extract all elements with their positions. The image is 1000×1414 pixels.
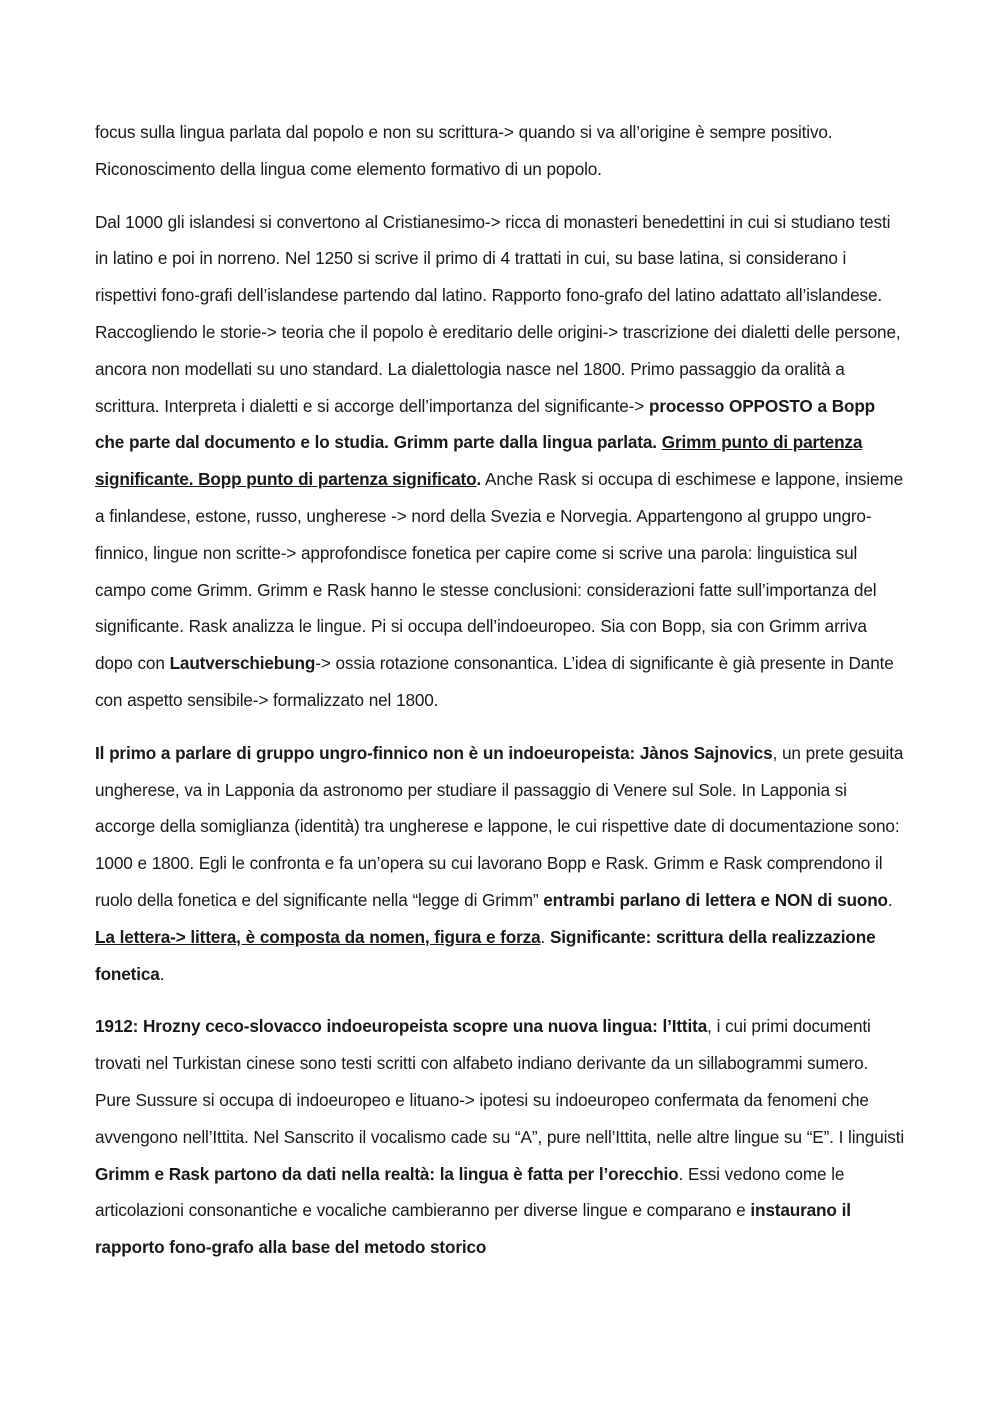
p3-underline-1: La lettera-> littera, è composta da nomen, figura e forza [95, 926, 541, 947]
p3-bold-3: Significante: scrittura della realizzazione fonetica [95, 926, 876, 984]
p2-bold-2: . [476, 469, 482, 490]
p2-bold-1: processo OPPOSTO a Bopp che parte dal documento e lo studia. Grimm parte dalla lingua parlata. [95, 395, 876, 453]
p4-text-2: . Essi vedono come le articolazioni consonantiche e vocaliche cambieranno per diverse lingue e comparano e [95, 1163, 845, 1221]
paragraph-3 [95, 735, 907, 993]
paragraph-1 [95, 114, 907, 188]
p3-text-3: . [540, 926, 550, 947]
p4-text-1: , i cui primi documenti trovati nel Turkistan cinese sono testi scritti con alfabeto indiano derivante da un sillabogrammi sumero. Pure Sussure si occupa di indoeuropeo e lituano-> ipotesi su indoeuropeo confermata da fenomeni che avvengono nell’Ittita. Nel Sanscrito il vocalismo cade su “A”, pure nell’Ittita, nelle altre lingue su “E”. I linguisti [95, 1016, 905, 1147]
p3-bold-1: Il primo a parlare di gruppo ungro-finnico non è un indoeuropeista: Jànos Sajnovics [95, 742, 773, 763]
p1-line-1: focus sulla lingua parlata dal popolo e non su scrittura-> quando si va all’origine è sempre positivo. [95, 122, 833, 142]
p3-text-1: , un prete gesuita ungherese, va in Lapponia da astronomo per studiare il passaggio di Venere sul Sole. In Lapponia si accorge della somiglianza (identità) tra ungherese e lappone, le cui rispettive date di documentazione sono: 1000 e 1800. Egli le confronta e fa un’opera su cui lavorano Bopp e Rask. Grimm e Rask comprendono il ruolo della fonetica e del significante nella “legge di Grimm” [95, 742, 904, 910]
p3-text-2: . [887, 889, 893, 910]
p2-text-3: -> ossia rotazione consonantica. L’idea di significante è già presente in Dante con aspetto sensibile-> formalizzato nel 1800. [95, 653, 894, 710]
paragraph-2 [95, 204, 907, 719]
p3-text-4: . [159, 963, 165, 984]
p2-text-2: Anche Rask si occupa di eschimese e lappone, insieme a finlandese, estone, russo, ungherese -> nord della Svezia e Norvegia. Appartengono al gruppo ungro-finnico, lingue non scritte-> approfondisce fonetica per capire come si scrive una parola: linguistica sul campo come Grimm. Grimm e Rask hanno le stesse conclusioni: considerazioni fatte sull’importanza del significante. Rask analizza le lingue. Pi si occupa dell’indoeuropeo. Sia con Bopp, sia con Grimm arriva dopo con [95, 469, 903, 674]
p1-line-2: Riconoscimento della lingua come elemento formativo di un popolo. [95, 158, 602, 179]
document-body [95, 114, 907, 1282]
p4-bold-2: Grimm e Rask partono da dati nella realtà: la lingua è fatta per l’orecchio [95, 1163, 679, 1184]
p2-bold-3: Lautverschiebung [169, 653, 316, 674]
p4-bold-1: 1912: Hrozny ceco-slovacco indoeuropeista scopre una nuova lingua: l’Ittita [95, 1016, 708, 1037]
p3-bold-2: entrambi parlano di lettera e NON di suono [543, 889, 888, 910]
p4-bold-3: instaurano il rapporto fono-grafo alla base del metodo storico [95, 1200, 851, 1258]
p2-underline-1: Grimm punto di partenza significante. Bopp punto di partenza significato [95, 432, 863, 490]
paragraph-4 [95, 1008, 907, 1266]
p2-text-1: Dal 1000 gli islandesi si convertono al Cristianesimo-> ricca di monasteri benedettini in cui si studiano testi in latino e poi in norreno. Nel 1250 si scrive il primo di 4 trattati in cui, su base latina, si considerano i rispettivi fono-grafi dell’islandese partendo dal latino. Rapporto fono-grafo del latino adattato all’islandese. Raccogliendo le storie-> teoria che il popolo è ereditario delle origini-> trascrizione dei dialetti delle persone, ancora non modellati su uno standard. La dialettologia nasce nel 1800. Primo passaggio da oralità a scrittura. Interpreta i dialetti e si accorge dell’importanza del significante-> [95, 211, 901, 416]
